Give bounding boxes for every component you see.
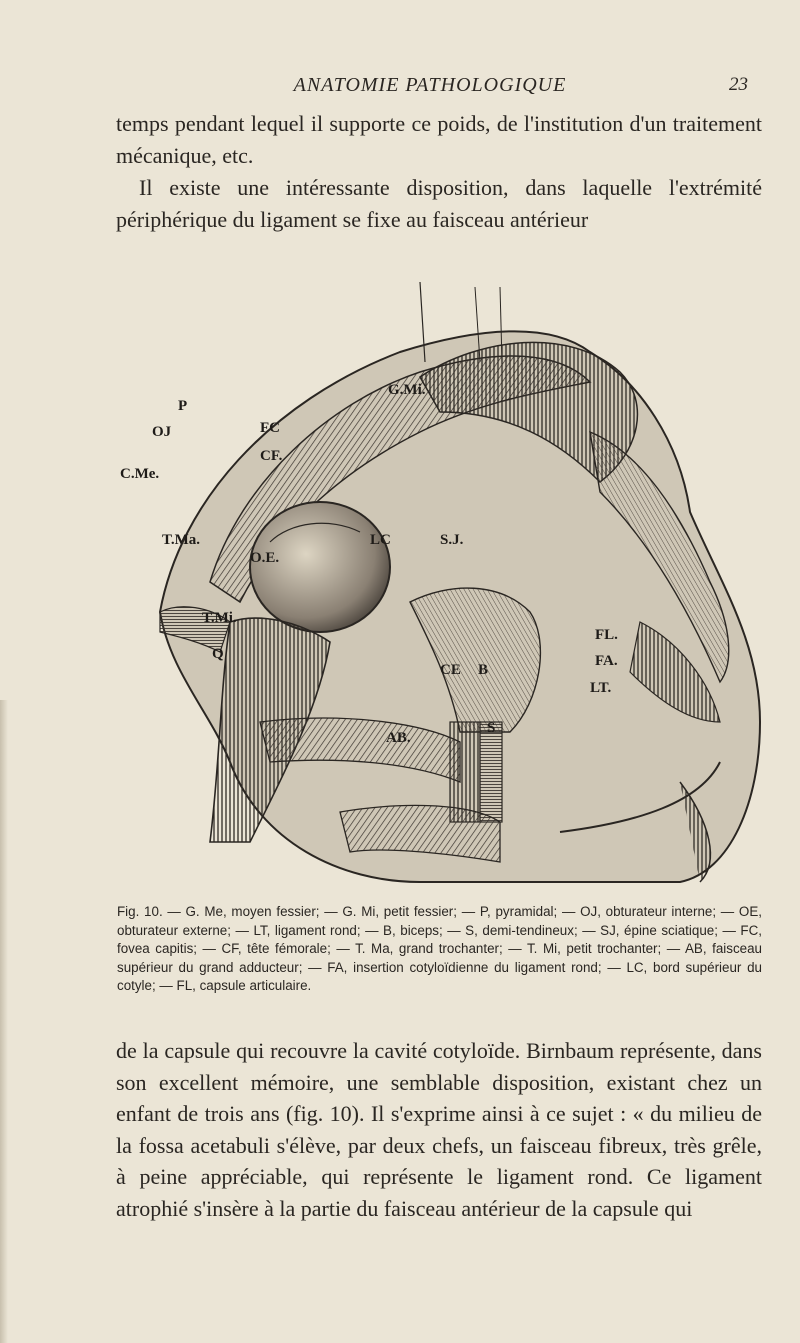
label-fa: FA. <box>595 653 618 669</box>
label-oj: OJ <box>152 424 172 440</box>
hip-joint-engraving <box>120 282 765 902</box>
paragraph-top-line1: temps pendant lequel il supporte ce poids, de l'institution d'un traitement mécanique, etc. <box>116 111 762 168</box>
label-sj: S.J. <box>440 532 464 548</box>
paragraph-top <box>116 108 762 236</box>
label-fc: FC <box>260 420 280 436</box>
label-cme: C.Me. <box>120 466 160 482</box>
label-p: P <box>178 398 188 414</box>
page-number: 23 <box>729 74 748 95</box>
label-ce: CE <box>440 662 461 678</box>
figure-caption <box>117 903 762 996</box>
figure-caption-id: Fig. 10. <box>117 904 163 919</box>
label-cf: CF. <box>260 448 283 464</box>
figure-caption-text: — G. Me, moyen fessier; — G. Mi, petit fessier; — P, pyramidal; — OJ, obturateur interne; — OE, obturateur externe; — LT, ligament rond; — B, biceps; — S, demi-tendineux; — SJ, épine sciatique; — FC, fovea capitis; — CF, tête fémorale; — T. Ma, grand trochanter; — T. Mi, petit trochanter; — AB, faisceau supérieur du grand adducteur; — FA, insertion cotyloïdienne du ligament rond; — LC, bord supérieur du cotyle; — FL, capsule articulaire. <box>117 904 762 994</box>
paragraph-bottom: de la capsule qui recouvre la cavité cotyloïde. Birnbaum représente, dans son excellent mémoire, une semblable disposition, existant chez un enfant de trois ans (fig. 10). Il s'exprime ainsi à ce sujet : « du milieu de la fossa acetabuli s'élève, par deux chefs, un faisceau fibreux, très grêle, à peine appréciable, qui représente le ligament rond. Ce ligament atrophié s'insère à la partie du faisceau antérieur de la capsule qui <box>116 1038 762 1221</box>
label-oe: O.E. <box>250 550 280 566</box>
label-tmi: T.Mi. <box>202 610 237 626</box>
label-s: S <box>487 720 496 736</box>
label-lc: LC <box>370 532 391 548</box>
anatomical-figure <box>120 282 765 902</box>
label-b: B <box>478 662 489 678</box>
running-head <box>100 74 760 104</box>
label-lt: LT. <box>590 680 612 696</box>
label-q: Q <box>212 646 224 662</box>
label-gmi: G.Mi. <box>388 382 426 398</box>
paragraph-top-line2: Il existe une intéressante disposition, dans laquelle l'extrémité périphérique du ligament se fixe au faisceau antérieur <box>116 175 762 232</box>
label-fl: FL. <box>595 627 618 643</box>
label-ab: AB. <box>386 730 411 746</box>
running-title: ANATOMIE PATHOLOGIQUE <box>293 74 567 96</box>
label-tma: T.Ma. <box>162 532 201 548</box>
page-edge-shadow <box>0 700 8 1343</box>
